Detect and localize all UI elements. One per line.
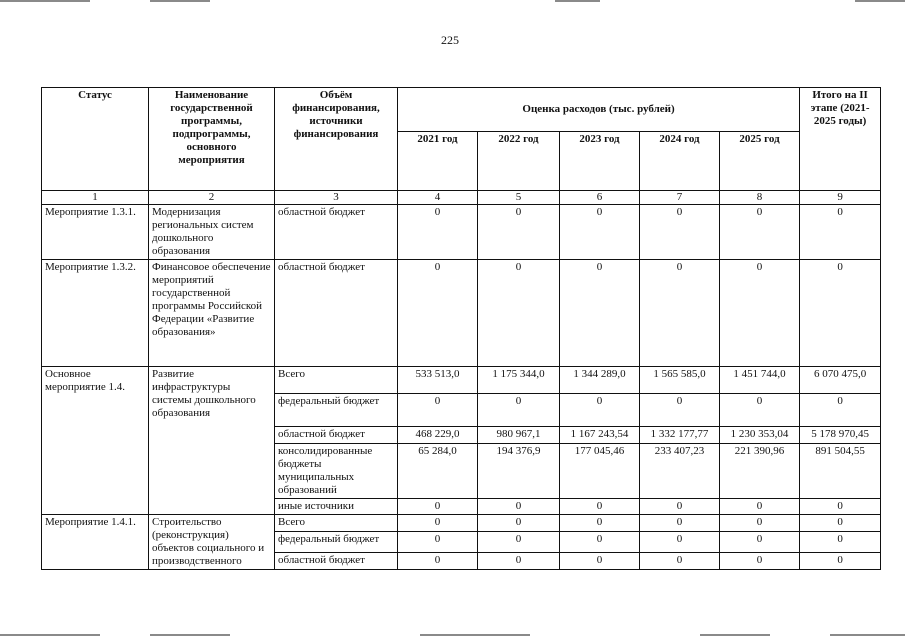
row-status: Мероприятие 1.4.1.	[42, 515, 149, 570]
funding-source: федеральный бюджет	[275, 394, 398, 427]
value-cell: 0	[720, 499, 800, 515]
header-status: Статус	[42, 88, 149, 191]
header-year: 2021 год	[398, 132, 478, 191]
header-program-name: Наименование государственной программы, подпрограммы, основного мероприятия	[149, 88, 275, 191]
table-row	[42, 367, 881, 394]
value-cell: 0	[398, 532, 478, 553]
value-cell: 0	[478, 553, 560, 570]
table-row	[42, 205, 881, 260]
value-cell: 0	[478, 532, 560, 553]
value-cell: 0	[640, 515, 720, 532]
value-cell: 0	[720, 394, 800, 427]
total-cell: 0	[800, 532, 881, 553]
value-cell: 233 407,23	[640, 444, 720, 499]
value-cell: 1 451 744,0	[720, 367, 800, 394]
funding-source: областной бюджет	[275, 427, 398, 444]
value-cell: 0	[720, 515, 800, 532]
value-cell: 0	[398, 205, 478, 260]
value-cell: 0	[560, 260, 640, 367]
value-cell: 0	[398, 394, 478, 427]
total-cell: 0	[800, 205, 881, 260]
row-name: Развитие инфраструктуры системы дошкольного образования	[149, 367, 275, 515]
value-cell: 194 376,9	[478, 444, 560, 499]
header-year: 2023 год	[560, 132, 640, 191]
column-number: 2	[149, 191, 275, 205]
value-cell: 0	[640, 532, 720, 553]
funding-source: консолидированные бюджеты муниципальных образований	[275, 444, 398, 499]
value-cell: 1 230 353,04	[720, 427, 800, 444]
funding-source: Всего	[275, 515, 398, 532]
value-cell: 0	[478, 515, 560, 532]
financing-table	[41, 87, 881, 570]
value-cell: 0	[560, 532, 640, 553]
value-cell: 533 513,0	[398, 367, 478, 394]
column-number: 7	[640, 191, 720, 205]
value-cell: 0	[478, 394, 560, 427]
total-cell: 0	[800, 499, 881, 515]
row-name: Строительство (реконструкция) объектов социального и производственного	[149, 515, 275, 570]
funding-source: областной бюджет	[275, 205, 398, 260]
value-cell: 65 284,0	[398, 444, 478, 499]
funding-source: федеральный бюджет	[275, 532, 398, 553]
value-cell: 0	[720, 532, 800, 553]
total-cell: 5 178 970,45	[800, 427, 881, 444]
funding-source: областной бюджет	[275, 553, 398, 570]
page-number: 225	[441, 33, 459, 47]
total-cell: 6 070 475,0	[800, 367, 881, 394]
scan-edge-top	[0, 0, 905, 10]
value-cell: 1 344 289,0	[560, 367, 640, 394]
header-funding-sources: Объём финансирования, источники финансирования	[275, 88, 398, 191]
value-cell: 0	[640, 205, 720, 260]
row-status: Мероприятие 1.3.1.	[42, 205, 149, 260]
value-cell: 177 045,46	[560, 444, 640, 499]
value-cell: 0	[640, 260, 720, 367]
value-cell: 0	[720, 205, 800, 260]
value-cell: 0	[560, 553, 640, 570]
column-number: 1	[42, 191, 149, 205]
value-cell: 0	[720, 260, 800, 367]
table-row	[42, 260, 881, 367]
total-cell: 891 504,55	[800, 444, 881, 499]
value-cell: 0	[398, 499, 478, 515]
header-total-stage-2: Итого на II этапе (2021-2025 годы)	[800, 88, 881, 191]
value-cell: 0	[478, 499, 560, 515]
header-year: 2024 год	[640, 132, 720, 191]
column-number: 9	[800, 191, 881, 205]
table-row	[42, 515, 881, 532]
column-number: 5	[478, 191, 560, 205]
column-number-row	[42, 191, 881, 205]
total-cell: 0	[800, 394, 881, 427]
value-cell: 0	[478, 260, 560, 367]
funding-source: Всего	[275, 367, 398, 394]
value-cell: 0	[560, 205, 640, 260]
value-cell: 980 967,1	[478, 427, 560, 444]
value-cell: 0	[478, 205, 560, 260]
value-cell: 0	[720, 553, 800, 570]
header-year: 2025 год	[720, 132, 800, 191]
total-cell: 0	[800, 515, 881, 532]
row-status: Основное мероприятие 1.4.	[42, 367, 149, 515]
value-cell: 1 332 177,77	[640, 427, 720, 444]
row-name: Финансовое обеспечение мероприятий государственной программы Российской Федерации «Развитие образования»	[149, 260, 275, 367]
value-cell: 0	[640, 499, 720, 515]
total-cell: 0	[800, 553, 881, 570]
funding-source: иные источники	[275, 499, 398, 515]
column-number: 8	[720, 191, 800, 205]
value-cell: 0	[640, 553, 720, 570]
value-cell: 468 229,0	[398, 427, 478, 444]
column-number: 6	[560, 191, 640, 205]
value-cell: 1 175 344,0	[478, 367, 560, 394]
value-cell: 0	[398, 260, 478, 367]
value-cell: 221 390,96	[720, 444, 800, 499]
value-cell: 0	[560, 499, 640, 515]
row-name: Модернизация региональных систем дошкольного образования	[149, 205, 275, 260]
value-cell: 0	[560, 515, 640, 532]
value-cell: 1 565 585,0	[640, 367, 720, 394]
scan-edge-bottom	[0, 630, 905, 640]
value-cell: 0	[640, 394, 720, 427]
value-cell: 0	[398, 515, 478, 532]
header-expense-estimate: Оценка расходов (тыс. рублей)	[398, 88, 800, 132]
value-cell: 0	[398, 553, 478, 570]
total-cell: 0	[800, 260, 881, 367]
value-cell: 1 167 243,54	[560, 427, 640, 444]
row-status: Мероприятие 1.3.2.	[42, 260, 149, 367]
column-number: 3	[275, 191, 398, 205]
header-year: 2022 год	[478, 132, 560, 191]
value-cell: 0	[560, 394, 640, 427]
funding-source: областной бюджет	[275, 260, 398, 367]
column-number: 4	[398, 191, 478, 205]
